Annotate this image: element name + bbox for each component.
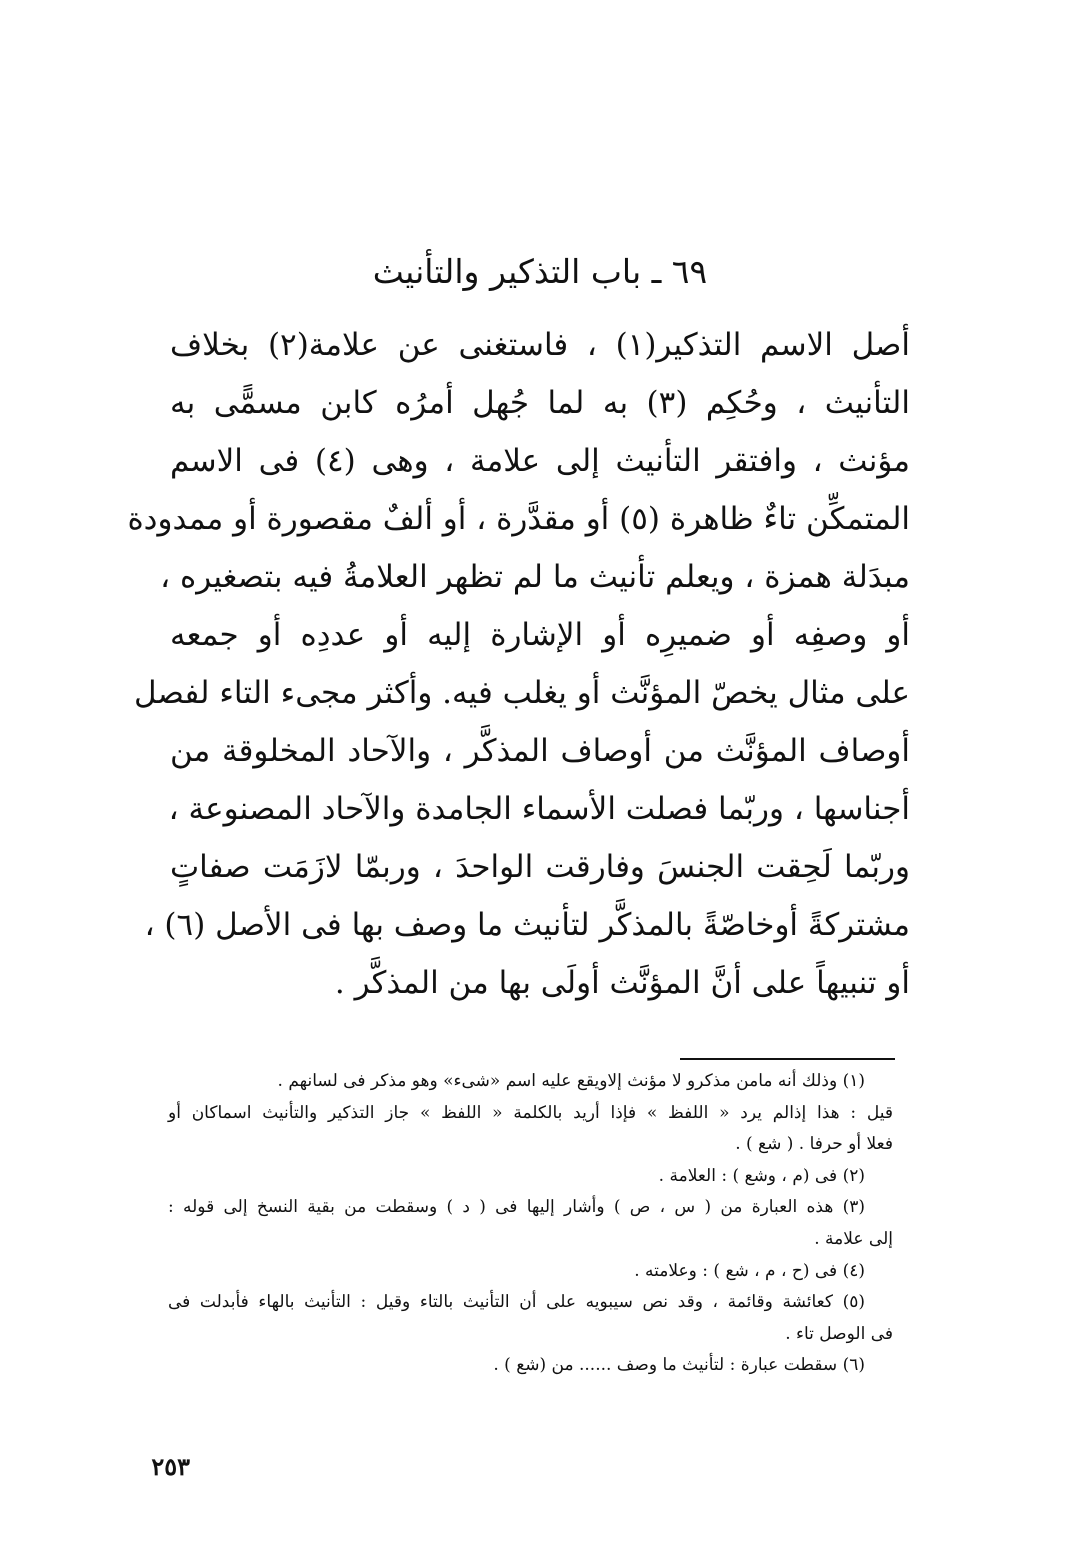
body-line: مبدَلة همزة ، ويعلم تأنيث ما لم تظهر العلامةُ فيه بتصغيره ، [160, 559, 910, 595]
body-line: أجناسها ، وربّما فصلت الأسماء الجامدة والآحاد المصنوعة ، [168, 791, 910, 827]
footnote-line: قيل : هذا إذالم يرد « اللفظ » فإذا أريد بالكلمة « اللفظ » جاز التذكير والتأنيث اسماكان أو [168, 1102, 893, 1123]
body-line: أو تنبيهاً على أنَّ المؤنَّث أولَى بها من المذكَّر . [334, 965, 910, 1001]
footnotes [168, 1066, 893, 1382]
main-text [127, 316, 910, 1012]
body-line: التأنيث ، وحُكِم (٣) به لما جُهل أمرُه كابن مسمًّى به [170, 385, 910, 421]
footnote-line: (٦) سقطت عبارة : لتأنيث ما وصف ...... من (شع ) . [493, 1355, 865, 1376]
footnote-line: (٣) هذه العبارة من ( س ، ص ) وأشار إليها فى ( د ) وسقطت من بقية النسخ إلى قوله : [168, 1197, 865, 1218]
chapter-title: ٦٩ ـ باب التذكير والتأنيث [372, 252, 708, 291]
footnote-line: (١) وذلك أنه مامن مذكرو لا مؤنث إلاويقع عليه اسم «شىء» وهو مذكر فى لسانهم . [277, 1071, 865, 1091]
footnote-separator [680, 1058, 895, 1060]
footnote-line: (٥) كعائشة وقائمة ، وقد نص سيبويه على أن التأنيث بالتاء وقيل : التأنيث بالهاء فأبدلت فى [168, 1292, 865, 1313]
footnote-line: إلى علامة . [814, 1228, 893, 1249]
body-line: أو وصفِه أو ضميرِه أو الإشارة إليه أو عددِه أو جمعه [170, 617, 910, 653]
body-line: مؤنث ، وافتقر التأنيث إلى علامة ، وهى (٤) فى الاسم [170, 443, 910, 479]
footnote-line: فعلا أو حرفا . ( شع ) . [735, 1134, 893, 1155]
body-line: مشتركةً أوخاصّةً بالمذكَّر لتأنيث ما وصف بها فى الأصل (٦) ، [144, 907, 910, 943]
footnote-line: فى الوصل تاء . [785, 1323, 893, 1344]
body-line: وربّما لَحِقت الجنسَ وفارقت الواحدَ ، وربمّا لازَمَت صفاتٍ [170, 849, 910, 885]
footnote-line: (٢) فى (م ، وشع ) : العلامة . [658, 1165, 865, 1186]
page-number: ٢٥٣ [151, 1452, 190, 1481]
body-line: أوصاف المؤنَّث من أوصاف المذكَّر ، والآحاد المخلوقة من [170, 733, 910, 769]
footnote-line: (٤) فى (ح ، م ، شع ) : وعلامته . [634, 1260, 865, 1281]
body-line: على مثال يخصّ المؤنَّث أو يغلب فيه. وأكثر مجىء التاء لفصل [133, 675, 910, 711]
body-line: أصل الاسم التذكير(١) ، فاستغنى عن علامة(٢) بخلاف [170, 327, 910, 363]
body-line: المتمكِّن تاءٌ ظاهرة (٥) أو مقدَّرة ، أو ألفٌ مقصورة أو ممدودة [127, 501, 910, 537]
